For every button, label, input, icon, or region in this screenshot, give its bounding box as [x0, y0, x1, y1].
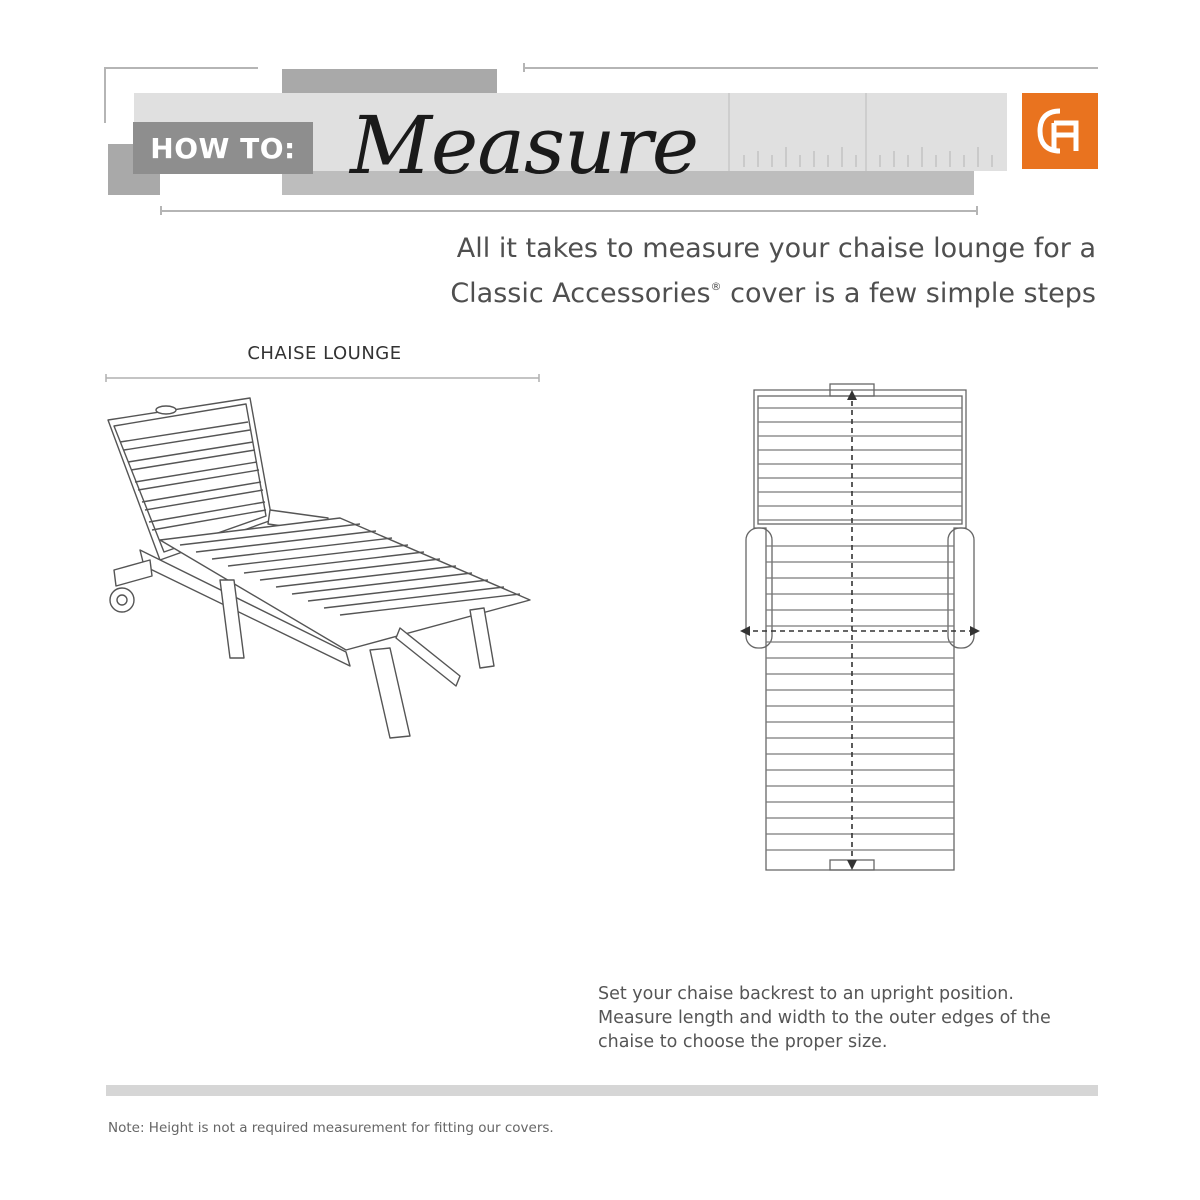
instruction-line: chaise to choose the proper size. — [598, 1032, 888, 1052]
header-rule — [976, 206, 978, 215]
header-rule — [160, 206, 162, 215]
chaise-lounge-side-view-icon — [100, 390, 540, 750]
instruction-line: Set your chaise backrest to an upright position. — [598, 984, 1014, 1004]
chaise-lounge-top-view-icon — [730, 378, 990, 878]
footer-note: Note: Height is not a required measurement for fitting our covers. — [108, 1120, 554, 1136]
header-block — [282, 69, 497, 93]
brand-name: Classic Accessories — [450, 278, 711, 309]
intro-line: All it takes to measure your chaise lounge for a — [456, 233, 1096, 264]
howto-label: HOW TO: — [133, 122, 313, 174]
instruction-line: Measure length and width to the outer edges of the — [598, 1008, 1051, 1028]
footer-divider — [106, 1085, 1098, 1096]
intro-line-tail: cover is a few simple steps — [721, 278, 1096, 309]
header-rule — [104, 67, 106, 123]
brand-logo — [1022, 93, 1098, 169]
header-rule — [160, 210, 978, 212]
header-rule — [523, 63, 525, 72]
header-rule — [106, 67, 258, 69]
classic-accessories-logo-icon — [1032, 103, 1088, 159]
header-banner — [0, 0, 1200, 220]
diagram-label: CHAISE LOUNGE — [247, 343, 402, 364]
header-rule — [523, 67, 1098, 69]
page-title: Measure — [350, 99, 699, 192]
ruler-ticks-icon — [728, 93, 1008, 171]
measuring-instructions — [598, 982, 1078, 1054]
intro-line — [440, 268, 1096, 313]
registered-mark: ® — [710, 280, 722, 293]
intro-text — [440, 230, 1096, 313]
label-rule — [105, 373, 541, 383]
